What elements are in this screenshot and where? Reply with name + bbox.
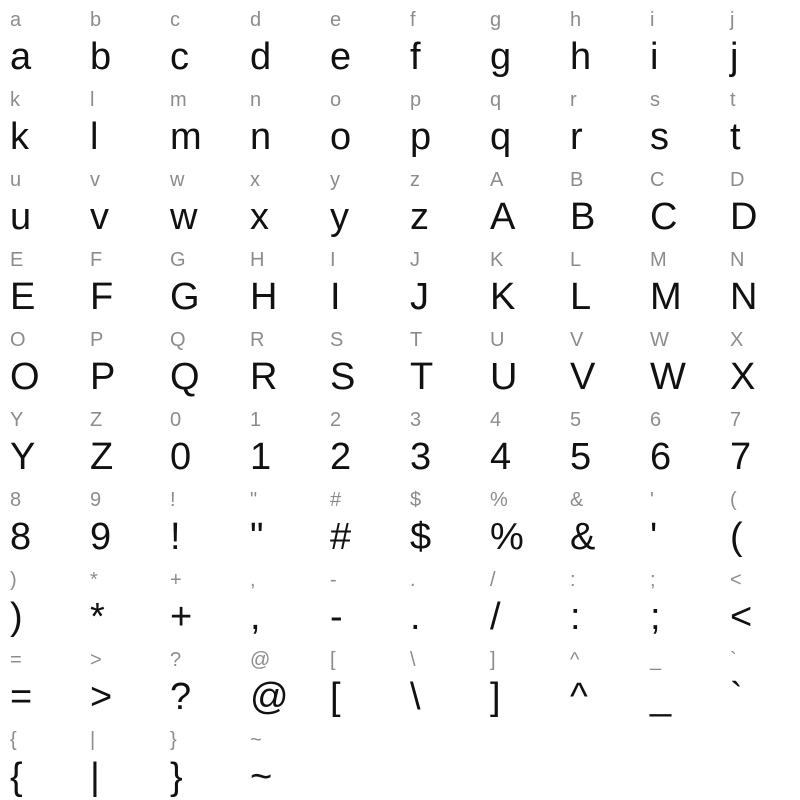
glyph-cell (80, 400, 160, 480)
glyph-label: r (570, 89, 577, 111)
glyph-display: > (90, 676, 113, 718)
glyph-display: \ (410, 676, 421, 718)
glyph-display: A (490, 196, 516, 238)
glyph-cell (80, 720, 160, 800)
glyph-label: " (250, 489, 258, 511)
glyph-label: b (90, 9, 102, 31)
glyph-cell (720, 400, 800, 480)
glyph-cell (160, 400, 240, 480)
glyph-cell (240, 160, 320, 240)
glyph-cell (720, 480, 800, 560)
glyph-label: g (490, 9, 502, 31)
glyph-cell (720, 0, 800, 80)
glyph-cell (80, 480, 160, 560)
glyph-display: % (490, 516, 524, 558)
glyph-label: h (570, 9, 582, 31)
glyph-label: k (10, 89, 20, 111)
glyph-cell (0, 400, 80, 480)
glyph-display: K (490, 276, 516, 318)
glyph-display: N (730, 276, 758, 318)
glyph-label: C (650, 169, 665, 191)
glyph-label: . (410, 569, 416, 591)
glyph-cell (160, 80, 240, 160)
glyph-label: $ (410, 489, 422, 511)
glyph-display: v (90, 196, 109, 238)
glyph-cell (720, 160, 800, 240)
glyph-display: j (730, 36, 739, 78)
glyph-display: [ (330, 676, 341, 718)
glyph-display: m (170, 116, 202, 158)
glyph-display: S (330, 356, 356, 398)
glyph-display: F (90, 276, 114, 318)
glyph-cell (0, 480, 80, 560)
glyph-label: Q (170, 329, 186, 351)
glyph-cell (240, 240, 320, 320)
glyph-label: > (90, 649, 102, 671)
glyph-cell (0, 80, 80, 160)
glyph-cell (480, 400, 560, 480)
glyph-cell (0, 240, 80, 320)
glyph-display: { (10, 756, 23, 798)
glyph-label: = (10, 649, 22, 671)
glyph-cell (0, 640, 80, 720)
glyph-label: z (410, 169, 420, 191)
glyph-display: : (570, 596, 581, 638)
glyph-display: / (490, 596, 501, 638)
glyph-label: 3 (410, 409, 422, 431)
glyph-cell (160, 0, 240, 80)
glyph-cell (560, 640, 640, 720)
glyph-cell (480, 560, 560, 640)
glyph-label: & (570, 489, 584, 511)
glyph-label: f (410, 9, 416, 31)
glyph-label: * (90, 569, 98, 591)
glyph-display: Q (170, 356, 200, 398)
glyph-cell (160, 240, 240, 320)
glyph-display: H (250, 276, 278, 318)
glyph-display: , (250, 596, 261, 638)
glyph-label: o (330, 89, 342, 111)
glyph-cell (160, 640, 240, 720)
glyph-label: B (570, 169, 584, 191)
glyph-display: i (650, 36, 659, 78)
glyph-display: a (10, 36, 32, 78)
glyph-cell (640, 480, 720, 560)
glyph-display: W (650, 356, 686, 398)
glyph-label: Y (10, 409, 24, 431)
glyph-display: u (10, 196, 32, 238)
glyph-cell (480, 80, 560, 160)
glyph-display: x (250, 196, 269, 238)
glyph-label: S (330, 329, 344, 351)
glyph-display: g (490, 36, 512, 78)
glyph-cell (720, 240, 800, 320)
glyph-display: + (170, 596, 193, 638)
glyph-label: T (410, 329, 423, 351)
glyph-cell (400, 400, 480, 480)
glyph-label: ] (490, 649, 496, 671)
glyph-display: s (650, 116, 669, 158)
glyph-label: 6 (650, 409, 662, 431)
glyph-label: D (730, 169, 745, 191)
glyph-cell (640, 0, 720, 80)
glyph-label: K (490, 249, 504, 271)
glyph-cell (80, 80, 160, 160)
glyph-display: 5 (570, 436, 592, 478)
glyph-cell (720, 560, 800, 640)
glyph-label: G (170, 249, 186, 271)
glyph-cell (560, 400, 640, 480)
glyph-cell (240, 720, 320, 800)
glyph-cell (720, 80, 800, 160)
glyph-label: ~ (250, 729, 262, 751)
glyph-label: ? (170, 649, 182, 671)
glyph-label: { (10, 729, 17, 751)
glyph-label: x (250, 169, 260, 191)
glyph-label: l (90, 89, 95, 111)
glyph-label: + (170, 569, 182, 591)
glyph-cell (720, 320, 800, 400)
glyph-display: l (90, 116, 99, 158)
glyph-display: 8 (10, 516, 32, 558)
glyph-label: 9 (90, 489, 102, 511)
glyph-label: 8 (10, 489, 22, 511)
glyph-label: n (250, 89, 262, 111)
glyph-label: a (10, 9, 22, 31)
glyph-display: 9 (90, 516, 112, 558)
glyph-display: ( (730, 516, 743, 558)
glyph-cell (0, 320, 80, 400)
glyph-display: * (90, 596, 105, 638)
glyph-cell (160, 160, 240, 240)
glyph-cell (320, 0, 400, 80)
glyph-label: ; (650, 569, 656, 591)
glyph-cell (160, 320, 240, 400)
glyph-display: ' (650, 516, 658, 558)
glyph-display: # (330, 516, 352, 558)
glyph-cell (640, 160, 720, 240)
glyph-label: @ (250, 649, 271, 671)
glyph-cell (480, 320, 560, 400)
glyph-label: ( (730, 489, 737, 511)
glyph-display: 4 (490, 436, 512, 478)
glyph-cell (560, 160, 640, 240)
glyph-display: " (250, 516, 264, 558)
glyph-label: V (570, 329, 584, 351)
glyph-cell (640, 640, 720, 720)
glyph-label: y (330, 169, 340, 191)
glyph-cell (80, 640, 160, 720)
glyph-display: M (650, 276, 682, 318)
glyph-display: T (410, 356, 434, 398)
glyph-label: L (570, 249, 582, 271)
glyph-display: y (330, 196, 349, 238)
glyph-label: Z (90, 409, 103, 431)
glyph-cell (240, 480, 320, 560)
glyph-label: 5 (570, 409, 582, 431)
glyph-display: 2 (330, 436, 352, 478)
glyph-cell (240, 640, 320, 720)
glyph-display: - (330, 596, 343, 638)
glyph-label: 4 (490, 409, 502, 431)
glyph-display: ) (10, 596, 23, 638)
glyph-cell (640, 240, 720, 320)
glyph-label: R (250, 329, 265, 351)
glyph-display: ! (170, 516, 181, 558)
glyph-label: P (90, 329, 104, 351)
glyph-cell (320, 480, 400, 560)
glyph-cell (320, 240, 400, 320)
glyph-display: b (90, 36, 112, 78)
glyph-cell (400, 480, 480, 560)
glyph-cell (240, 400, 320, 480)
glyph-cell (320, 560, 400, 640)
glyph-label: # (330, 489, 342, 511)
glyph-display: P (90, 356, 116, 398)
glyph-cell (560, 560, 640, 640)
glyph-label: X (730, 329, 744, 351)
glyph-cell (320, 400, 400, 480)
glyph-cell (160, 480, 240, 560)
glyph-display: B (570, 196, 596, 238)
glyph-cell (0, 560, 80, 640)
glyph-cell (480, 480, 560, 560)
glyph-label: : (570, 569, 576, 591)
glyph-cell (640, 320, 720, 400)
glyph-display: e (330, 36, 352, 78)
glyph-label: [ (330, 649, 336, 671)
glyph-cell (560, 320, 640, 400)
glyph-display: p (410, 116, 432, 158)
glyph-cell (480, 640, 560, 720)
glyph-label: E (10, 249, 24, 271)
glyph-display: < (730, 596, 753, 638)
glyph-label: < (730, 569, 742, 591)
glyph-display: O (10, 356, 40, 398)
glyph-cell (480, 0, 560, 80)
glyph-cell (80, 320, 160, 400)
glyph-cell (400, 80, 480, 160)
glyph-display: ^ (570, 676, 588, 718)
glyph-display: I (330, 276, 341, 318)
glyph-label: u (10, 169, 22, 191)
glyph-display: ; (650, 596, 661, 638)
glyph-label: j (730, 9, 735, 31)
glyph-cell (400, 0, 480, 80)
glyph-display: t (730, 116, 741, 158)
glyph-label: A (490, 169, 504, 191)
glyph-label: 0 (170, 409, 182, 431)
glyph-display: 6 (650, 436, 672, 478)
glyph-display: d (250, 36, 272, 78)
glyph-display: G (170, 276, 200, 318)
glyph-display: Y (10, 436, 36, 478)
glyph-label: I (330, 249, 336, 271)
glyph-label: H (250, 249, 265, 271)
glyph-cell (640, 80, 720, 160)
glyph-display: J (410, 276, 429, 318)
glyph-cell (720, 640, 800, 720)
glyph-display: q (490, 116, 512, 158)
glyph-display: | (90, 756, 100, 798)
glyph-display: 7 (730, 436, 752, 478)
glyph-display: Z (90, 436, 114, 478)
glyph-label: } (170, 729, 177, 751)
glyph-label: , (250, 569, 256, 591)
glyph-cell (80, 160, 160, 240)
glyph-label: ^ (570, 649, 580, 671)
glyph-display: f (410, 36, 421, 78)
glyph-label: t (730, 89, 736, 111)
glyph-display: c (170, 36, 189, 78)
glyph-display: C (650, 196, 678, 238)
glyph-display: ? (170, 676, 192, 718)
glyph-cell (240, 80, 320, 160)
glyph-display: r (570, 116, 583, 158)
glyph-cell (0, 160, 80, 240)
glyph-cell (400, 160, 480, 240)
glyph-label: 7 (730, 409, 742, 431)
glyph-label: _ (650, 649, 662, 671)
glyph-cell (400, 560, 480, 640)
glyph-cell (80, 560, 160, 640)
glyph-cell (0, 0, 80, 80)
glyph-label: e (330, 9, 342, 31)
glyph-label: p (410, 89, 422, 111)
glyph-label: O (10, 329, 26, 351)
glyph-cell (400, 640, 480, 720)
glyph-display: R (250, 356, 278, 398)
glyph-label: % (490, 489, 508, 511)
glyph-label: W (650, 329, 669, 351)
glyph-cell (320, 160, 400, 240)
glyph-cell (80, 240, 160, 320)
glyph-display: k (10, 116, 29, 158)
glyph-label: ! (170, 489, 176, 511)
glyph-cell (240, 560, 320, 640)
glyph-label: U (490, 329, 505, 351)
glyph-display: n (250, 116, 272, 158)
glyph-label: ) (10, 569, 17, 591)
glyph-cell (320, 320, 400, 400)
glyph-label: J (410, 249, 420, 271)
glyph-cell (400, 240, 480, 320)
glyph-cell (640, 400, 720, 480)
glyph-label: d (250, 9, 262, 31)
glyph-cell (640, 560, 720, 640)
glyph-label: c (170, 9, 180, 31)
glyph-label: - (330, 569, 337, 591)
glyph-cell (320, 80, 400, 160)
glyph-label: N (730, 249, 745, 271)
glyph-display: $ (410, 516, 432, 558)
glyph-cell (240, 0, 320, 80)
glyph-label: q (490, 89, 502, 111)
glyph-cell (480, 240, 560, 320)
glyph-label: v (90, 169, 100, 191)
glyph-display: E (10, 276, 36, 318)
glyph-display: D (730, 196, 758, 238)
glyph-cell (160, 720, 240, 800)
glyph-cell (160, 560, 240, 640)
glyph-label: 2 (330, 409, 342, 431)
glyph-display: z (410, 196, 429, 238)
glyph-display: = (10, 676, 33, 718)
glyph-display: 0 (170, 436, 192, 478)
glyph-display: 3 (410, 436, 432, 478)
glyph-cell (400, 320, 480, 400)
glyph-cell (320, 640, 400, 720)
glyph-label: | (90, 729, 96, 751)
glyph-cell (480, 160, 560, 240)
glyph-label: M (650, 249, 667, 271)
glyph-display: o (330, 116, 352, 158)
glyph-display: w (170, 196, 198, 238)
glyph-label: i (650, 9, 655, 31)
glyph-label: \ (410, 649, 416, 671)
glyph-display: ] (490, 676, 501, 718)
glyph-label: s (650, 89, 660, 111)
glyph-display: ` (730, 676, 743, 718)
glyph-display: 1 (250, 436, 272, 478)
glyph-label: m (170, 89, 187, 111)
glyph-display: L (570, 276, 592, 318)
glyph-label: / (490, 569, 496, 591)
glyph-label: 1 (250, 409, 262, 431)
glyph-label: F (90, 249, 103, 271)
glyph-display: X (730, 356, 756, 398)
glyph-display: } (170, 756, 183, 798)
glyph-cell (240, 320, 320, 400)
glyph-display: & (570, 516, 596, 558)
glyph-display: ~ (250, 756, 273, 798)
glyph-display: _ (650, 676, 672, 718)
glyph-cell (0, 720, 80, 800)
glyph-cell (560, 80, 640, 160)
glyph-label: ' (650, 489, 654, 511)
glyph-display: @ (250, 676, 289, 718)
glyph-display: . (410, 596, 421, 638)
glyph-display: U (490, 356, 518, 398)
glyph-cell (560, 240, 640, 320)
glyph-label: ` (730, 649, 737, 671)
glyph-display: h (570, 36, 592, 78)
glyph-cell (80, 0, 160, 80)
glyph-cell (560, 0, 640, 80)
glyph-label: w (170, 169, 185, 191)
glyph-cell (560, 480, 640, 560)
glyph-display: V (570, 356, 596, 398)
